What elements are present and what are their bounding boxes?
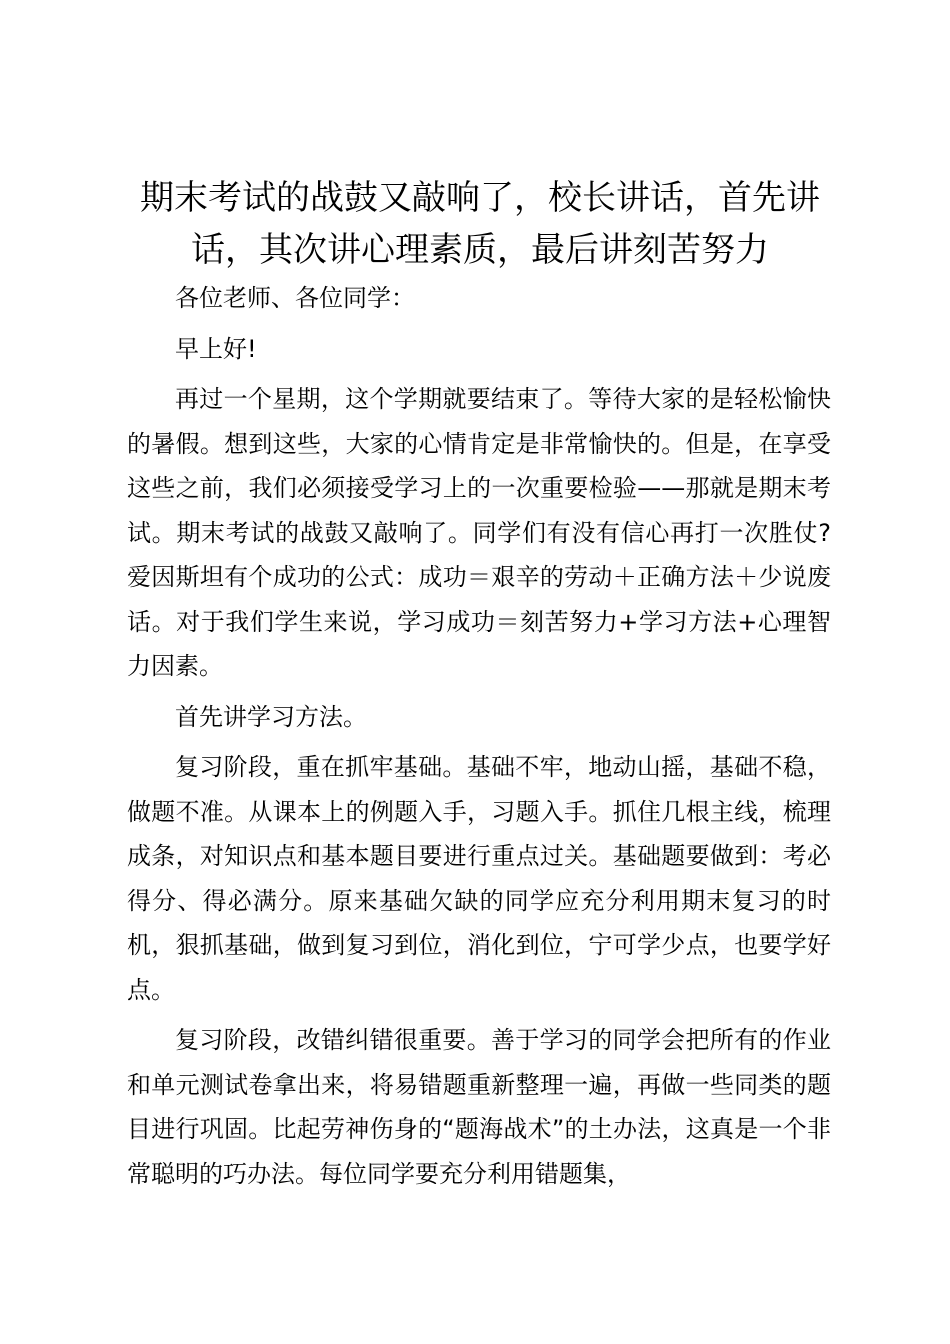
body-paragraph: 复习阶段，改错纠错很重要。善于学习的同学会把所有的作业和单元测试卷拿出来，将易错题重新整理一遍，再做一些同类的题目进行巩固。比起劳神伤身的“题海战术”的土办法，这真是一个非常聪明的巧办法。每位同学要充分利用错题集， xyxy=(127,1026,831,1188)
section-heading: 首先讲学习方法。 xyxy=(175,702,367,731)
body-paragraph: 复习阶段，重在抓牢基础。基础不牢，地动山摇，基础不稳，做题不准。从课本上的例题入手，习题入手。抓住几根主线，梳理成条，对知识点和基本题目要进行重点过关。基础题要做到：考必得分、得必满分。原来基础欠缺的同学应充分利用期末复习的时机，狠抓基础，做到复习到位，消化到位，宁可学少点，也要学好点。 xyxy=(127,753,831,1004)
salutation: 各位老师、各位同学： xyxy=(175,284,415,312)
body-paragraph: 再过一个星期，这个学期就要结束了。等待大家的是轻松愉快的暑假。想到这些，大家的心情肯定是非常愉快的。但是，在享受这些之前，我们必须接受学习上的一次重要检验——那就是期末考试。期末考试的战鼓又敲响了。同学们有没有信心再打一次胜仗?爱因斯坦有个成功的公式：成功＝艰辛的劳动＋正确方法＋少说废话。对于我们学生来说，学习成功＝刻苦努力+学习方法+心理智力因素。 xyxy=(127,385,831,680)
greeting: 早上好! xyxy=(175,334,257,363)
document-title: 期末考试的战鼓又敲响了，校长讲话，首先讲话，其次讲心理素质，最后讲刻苦努力 xyxy=(140,178,820,270)
document-body xyxy=(127,276,831,1202)
